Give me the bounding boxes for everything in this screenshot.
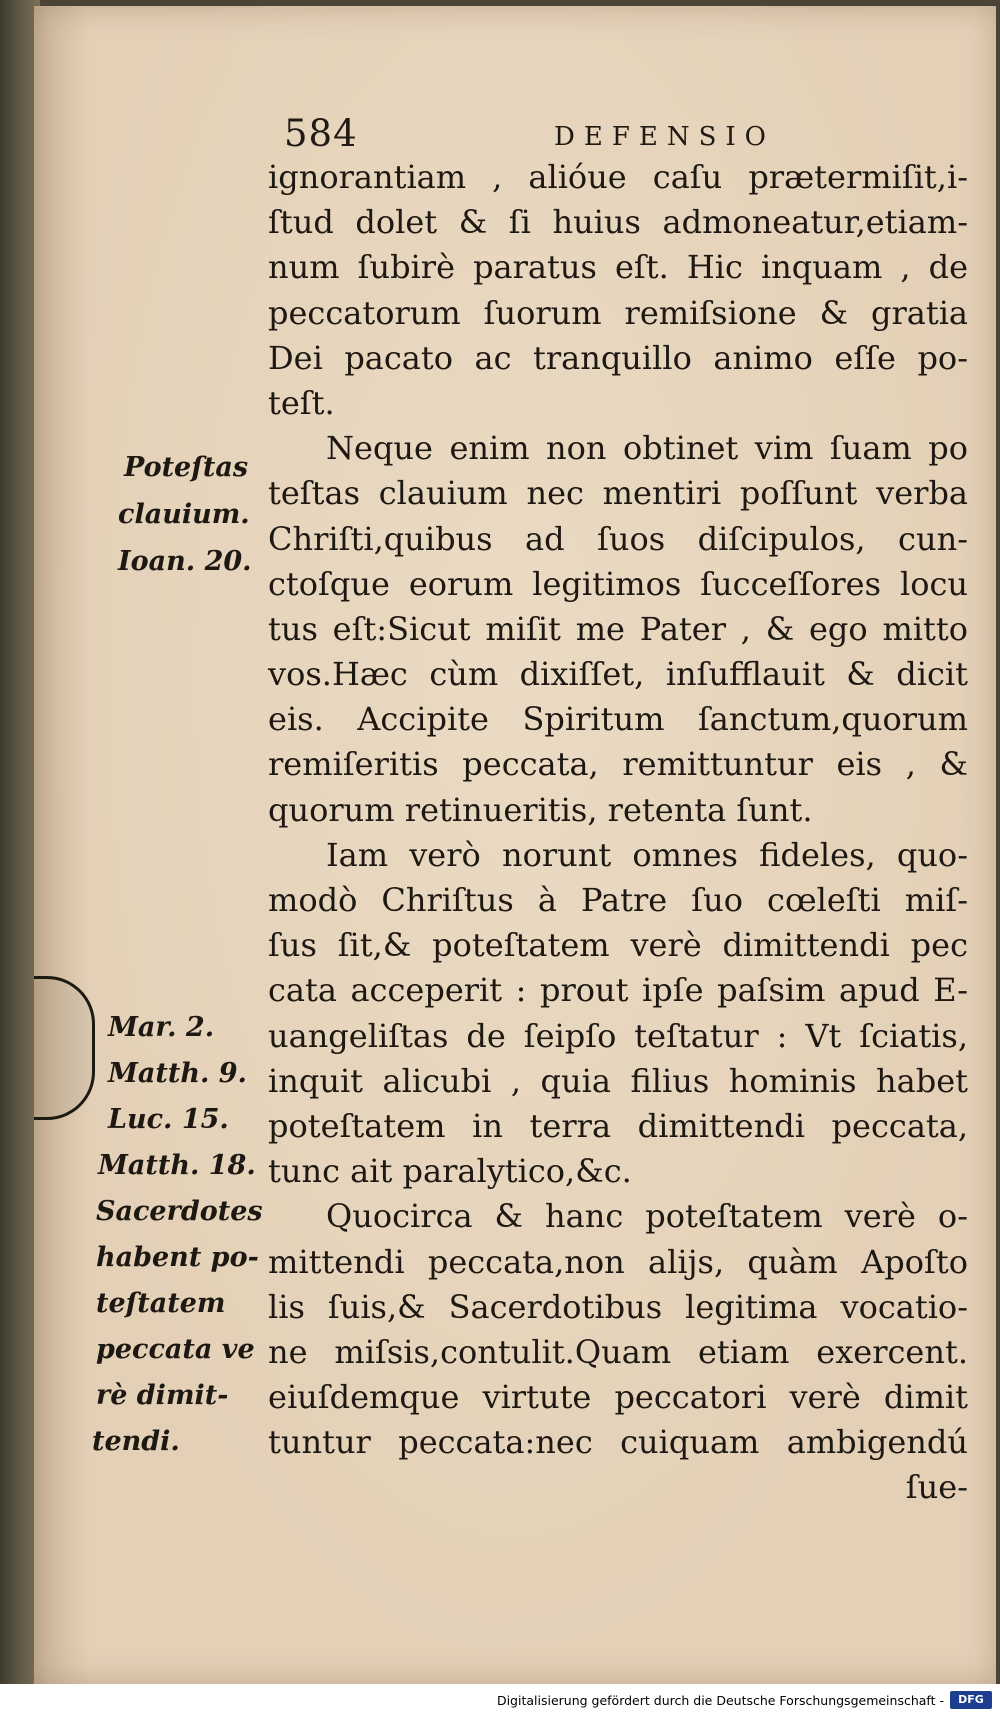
text-line: ignorantiam , alióue caſu prætermiſit,i-: [268, 158, 968, 196]
page-clip: [34, 976, 95, 1120]
text-line: lis ſuis,& Sacerdotibus legitima vocatio-: [268, 1287, 968, 1326]
marginal-note: Sacerdotes: [96, 1196, 263, 1227]
running-head: DEFENSIO: [554, 122, 775, 152]
text-line: mittendi peccata,non alijs, quàm Apoſto: [268, 1242, 968, 1281]
text-line: num ſubirè paratus eſt. Hic inquam , de: [268, 248, 968, 287]
marginal-note: Poteſtas: [124, 452, 249, 483]
marginal-note: habent po-: [96, 1242, 259, 1273]
catchword: ſue-: [905, 1468, 968, 1507]
text-line: cata acceperit : prout ipſe paſsim apud E-: [268, 971, 968, 1010]
marginal-note: tendi.: [92, 1426, 180, 1457]
marginal-note: teſtatem: [96, 1288, 226, 1319]
marginal-note: Luc. 15.: [108, 1104, 229, 1135]
text-line: Iam verò norunt omnes fideles, quo-: [326, 835, 968, 874]
text-line: Quocirca & hanc poteſtatem verè o-: [326, 1197, 968, 1236]
text-line: ſtud dolet & ſi huius admoneatur,etiam-: [268, 203, 968, 242]
footer-bar: [0, 1684, 1000, 1716]
page-header: [284, 112, 964, 156]
text-line: ctoſque eorum legitimos ſucceſſores locu: [268, 564, 968, 603]
text-line: Neque enim non obtinet vim ſuam po: [326, 429, 968, 468]
text-line: tus eſt:Sicut miſit me Pater , & ego mitto: [268, 609, 968, 648]
funding-credit: Digitalisierung gefördert durch die Deutsche Forschungsgemeinschaft -: [496, 1693, 944, 1708]
text-line: eis. Accipite Spiritum ſanctum,quorum: [268, 700, 968, 739]
text-line: eiuſdemque virtute peccatori verè dimit: [268, 1378, 968, 1417]
text-line: inquit alicubi , quia filius hominis habet: [268, 1061, 968, 1100]
page-number: 584: [284, 112, 358, 155]
dfg-logo: DFG: [950, 1691, 992, 1709]
text-line: poteſtatem in terra dimittendi peccata,: [268, 1106, 968, 1145]
marginal-note: peccata ve: [96, 1334, 255, 1365]
text-line: Chriſti,quibus ad ſuos diſcipulos, cun-: [268, 519, 968, 558]
text-line: teſtas clauium nec mentiri poſſunt verba: [268, 474, 968, 513]
text-line: uangeliſtas de ſeipſo teſtatur : Vt ſciatis,: [268, 1016, 968, 1055]
marginal-note: Matth. 9.: [108, 1058, 247, 1089]
text-line: remiſeritis peccata, remittuntur eis , &: [268, 745, 968, 784]
marginal-note: rè dimit-: [96, 1380, 229, 1411]
marginal-note: Mar. 2.: [108, 1012, 215, 1043]
marginal-note: Matth. 18.: [98, 1150, 256, 1181]
text-line: ne miſsis,contulit.Quam etiam exercent.: [268, 1332, 968, 1371]
text-line: teſt.: [268, 383, 335, 422]
text-line: tunc ait paralytico,&c.: [268, 1152, 632, 1191]
marginal-note: clauium.: [118, 499, 250, 530]
text-line: vos.Hæc cùm dixiſſet, inſufflauit & dicit: [268, 655, 968, 694]
text-line: modò Chriſtus à Patre ſuo cœleſti miſ-: [268, 881, 968, 919]
marginal-note: Ioan. 20.: [118, 546, 252, 577]
text-line: peccatorum ſuorum remiſsione & gratia: [268, 293, 968, 332]
text-line: tuntur peccata:nec cuiquam ambigendú: [268, 1423, 968, 1462]
main-text: [268, 155, 968, 1511]
text-line: Dei pacato ac tranquillo animo eſſe po-: [268, 338, 968, 377]
text-line: quorum retinueritis, retenta ſunt.: [268, 790, 813, 829]
text-line: ſus ſit,& poteſtatem verè dimittendi pec: [268, 926, 968, 965]
